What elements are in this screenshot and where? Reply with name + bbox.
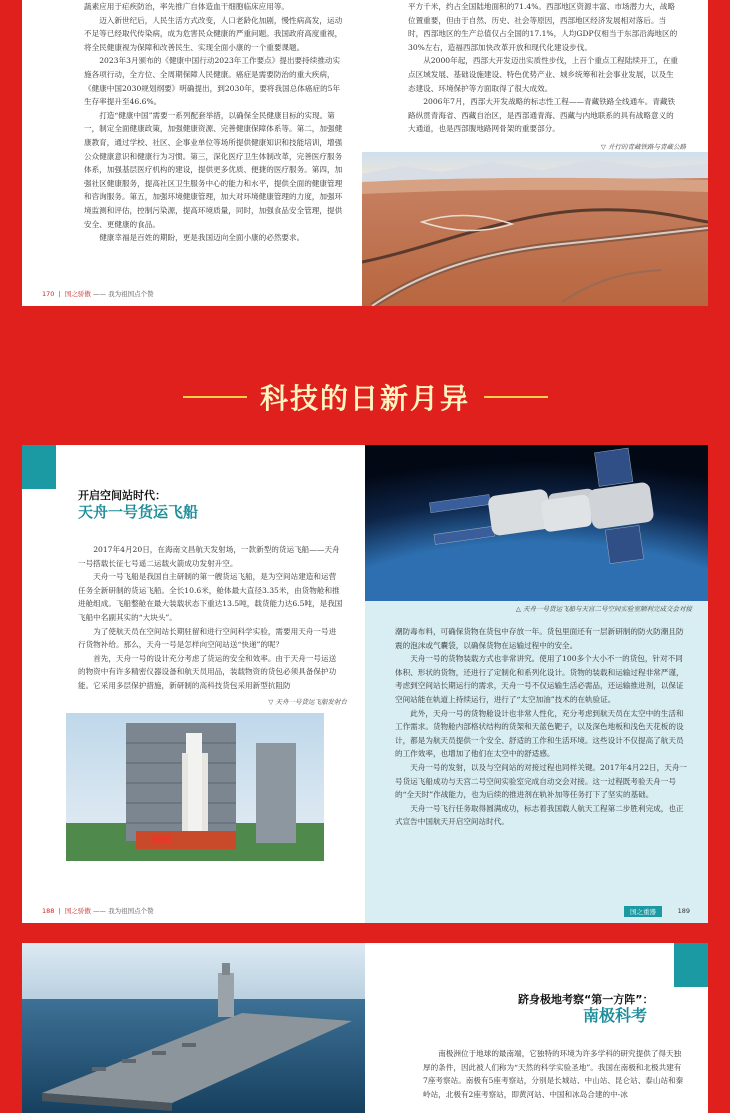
antarctic-article-text [423, 1047, 686, 1101]
paragraph: 蔬素应用于疟疾防治，率先推广自体造血干细胞临床应用等。 [84, 2, 290, 11]
page-188 [22, 445, 365, 923]
paragraph: 南极洲位于地球的最南端，它独特的环境为许多学科的研究提供了得天独厚的条件，因此被人们称为“天然的科学实验圣地”。我国在南极和北极共建有7座考察站。南极有5座考察站，分别是长城站、中山站、昆仑站、泰山站和秦岭站，北极有2座考察站，即黄河站、中国和冰岛合建的中-冰 [423, 1049, 684, 1099]
book-spread-top [22, 0, 708, 306]
article-kicker: 跻身极地考察“第一方阵”： [518, 993, 654, 1006]
photo-caption: ▽ 天舟一号货运飞船发射台 [268, 698, 347, 706]
west-development-text [408, 0, 678, 136]
photo-caption: ▽ 并行的青藏铁路与青藏公路 [600, 143, 686, 151]
book-subtitle: 我为祖国点个赞 [108, 907, 154, 915]
page-footer: 188 | 国之骄傲 —— 我为祖国点个赞 [42, 907, 154, 915]
page-191 [365, 943, 708, 1113]
teal-corner-block [674, 943, 708, 987]
paragraph: 为了使航天员在空间站长期驻留和进行空间科学实验，需要用天舟一号进行货物补给。那么，天舟一号是怎样向空间站送“快递”的呢？ [78, 626, 337, 650]
paragraph: 健康幸福是百姓的期盼，更是我国迈向全面小康的必然要求。 [99, 233, 305, 243]
page-190 [22, 943, 365, 1113]
paragraph: 打造“健康中国”需要一系列配套举措，以确保全民健康目标的实现。第一，制定全面健康政策，加强健康资源、完善健康保障体系等。第二，加强健康教育，通过学校、社区、企事业单位等场所提供健康知识和技能培训，增强公众健康意识和健康行为习惯。第三，深化医疗卫生体制改革，完善医疗服务体系，加强基层医疗机构的建设，提供更多优质、便捷的医疗服务。第四，加强社区健康服务，提高社区卫生服务中心的能力和水平，提供全面的健康管理和咨询服务。第五，加强环境健康管理，加大对环境健康管理的力度，加强环境监测和评估，控制污染源，提高环境质量，同时，加强食品安全管理，提供安全、更健康的食品。 [84, 110, 343, 229]
page-171 [362, 0, 708, 306]
section-title: 科技的日新月异 [259, 382, 470, 415]
book-title: 国之骄傲 [64, 290, 91, 298]
paragraph: 天舟一号飞行任务取得圆满成功，标志着我国载人航天工程第二步胜利完成，也正式宣告中国航天开启空间站时代。 [395, 803, 684, 827]
paragraph: 此外，天舟一号的货物舱设计也非常人性化，充分考虑到航天员在太空中的生活和工作需求。货物舱内部格状结构的货架和天蓝色靶子，以及深色地板和浅色天花板的设计，都是为航天员提供一个安全、舒适的工作和生活环境。这些设计不仅提高了航天员的工作效率，也增加了他们在太空中的舒适感。 [395, 708, 684, 759]
launch-tower-photo [66, 713, 324, 861]
heading-rule-right [484, 396, 548, 398]
paragraph: 首先，天舟一号的设计充分考虑了货运的安全和效率。由于天舟一号运送的物资中有许多精密仪器设备和航天员用品，装载物资的货包必须具备保护功能。它采用多层保护措施，新研制的高科技货包采用新型抗阻防 [78, 653, 337, 690]
page-170 [22, 0, 362, 306]
tianzhou-article-text-continued [395, 625, 688, 829]
photo-caption: △ 天舟一号货运飞船与天宫二号空间实验室顺利完成交会对接 [515, 605, 692, 613]
page-number: 188 [42, 907, 55, 915]
section-heading [0, 365, 730, 425]
paragraph: 平方千米，约占全国陆地面积的71.4%。西部地区资源丰富、市场潜力大，战略位置重要，但由于自然、历史、社会等原因，西部地区经济发展相对落后。当时，西部地区的生产总值仅占全国的17.1%，人均GDP仅相当于东部沿海地区的30%左右，造福西部加快改革开放和现代化建设步伐。 [408, 2, 678, 52]
paragraph: 天舟一号的货物装载方式也非常讲究。使用了100多个大小不一的货包，针对不同体积、形状的货物，还进行了定制化和系列化设计。货物的装载和运输过程非常严谨，考虑到空间站长期运行的需求，天舟一号不仅运输生活必需品，还运输推进剂，以保证空间站能在轨道上持续运行，进行了“太空加油”技术的在轨验证。 [395, 654, 684, 704]
spacecraft-docking-photo [365, 445, 708, 601]
article-title: 南极科考 [583, 1006, 648, 1025]
health-article-text [84, 0, 344, 245]
book-title: 国之骄傲 [64, 907, 91, 915]
paragraph: 2006年7月，西部大开发战略的标志性工程——青藏铁路全线通车。青藏铁路纵贯青海省、西藏自治区，是西部通青海、西藏与内地联系的具有战略意义的大通道，也是西部腹地路网骨架的重要部分。 [408, 97, 676, 134]
page-footer: 170 | 国之骄傲 —— 我为祖国点个赞 [42, 290, 154, 298]
book-spread-bottom [22, 943, 708, 1113]
page-number: 189 [677, 907, 690, 915]
book-subtitle: 我为祖国点个赞 [108, 290, 154, 298]
page-number: 170 [42, 290, 55, 298]
section-badge: 国之重器 [624, 906, 662, 917]
aircraft-carrier-photo [22, 943, 365, 1113]
qinghai-tibet-railway-photo [362, 152, 708, 306]
article-kicker: 开启空间站时代： [78, 489, 166, 502]
teal-corner-block [22, 445, 56, 489]
paragraph: 从2000年起，西部大开发迈出实质性步伐，上百个重点工程陆续开工，在重点区域发展、基础设施建设、特色优势产业、城乡统筹和社会事业发展，以及生态建设、环境保护等方面取得了很大成效。 [408, 56, 678, 93]
paragraph: 天舟一号的发射，以及与空间站的对接过程也同样关键。2017年4月22日，天舟一号货运飞船成功与天宫二号空间实验室完成自动交会对接。这一过程既考验天舟一号的“全天时”作战能力，也为后续的推进剂在轨补加等任务打下了坚实的基础。 [395, 762, 688, 800]
paragraph: 潮防毒布料，可确保货物在货包中存放一年。货包里面还有一层新研制的防火防潮且防震的泡沫或气囊袋，以确保货物在运输过程中的安全。 [395, 627, 684, 650]
page-189 [365, 445, 708, 923]
paragraph: 迈入新世纪后，人民生活方式改变，人口老龄化加剧，慢性病高发，运动不足等已经取代传染病，成为危害民众健康的严重问题。我国政府高度重视，将全民健康视为保障和改善民生、实现全面小康的一个重要课题。 [84, 15, 343, 52]
article-title: 天舟一号货运飞船 [78, 503, 199, 521]
paragraph: 天舟一号飞船是我国自主研制的第一艘货运飞船，是为空间站建造和运营任务全新研制的货运飞船。全长10.6米，舱体最大直径3.35米，由货物舱和推进舱组成。飞船整舱在最大装载状态下重达13.5吨，载货能力达6.5吨，是我国飞船中名副其实的“大块头”。 [78, 572, 343, 622]
book-spread-middle [22, 445, 708, 923]
paragraph: 2017年4月20日，在海南文昌航天发射场，一款新型的货运飞船——天舟一号搭载长征七号遥二运载火箭成功发射升空。 [78, 545, 340, 568]
paragraph: 2023年3月颁布的《健康中国行动2023年工作要点》提出要持续推动实施各项行动，全方位、全周期保障人民健康。癌症是需要防治的重大疾病，《健康中国2030规划纲要》明确提出，到2030年，要将我国总体癌症的5年生存率提升至46.6%。 [84, 56, 341, 107]
tianzhou-article-text [78, 543, 343, 693]
